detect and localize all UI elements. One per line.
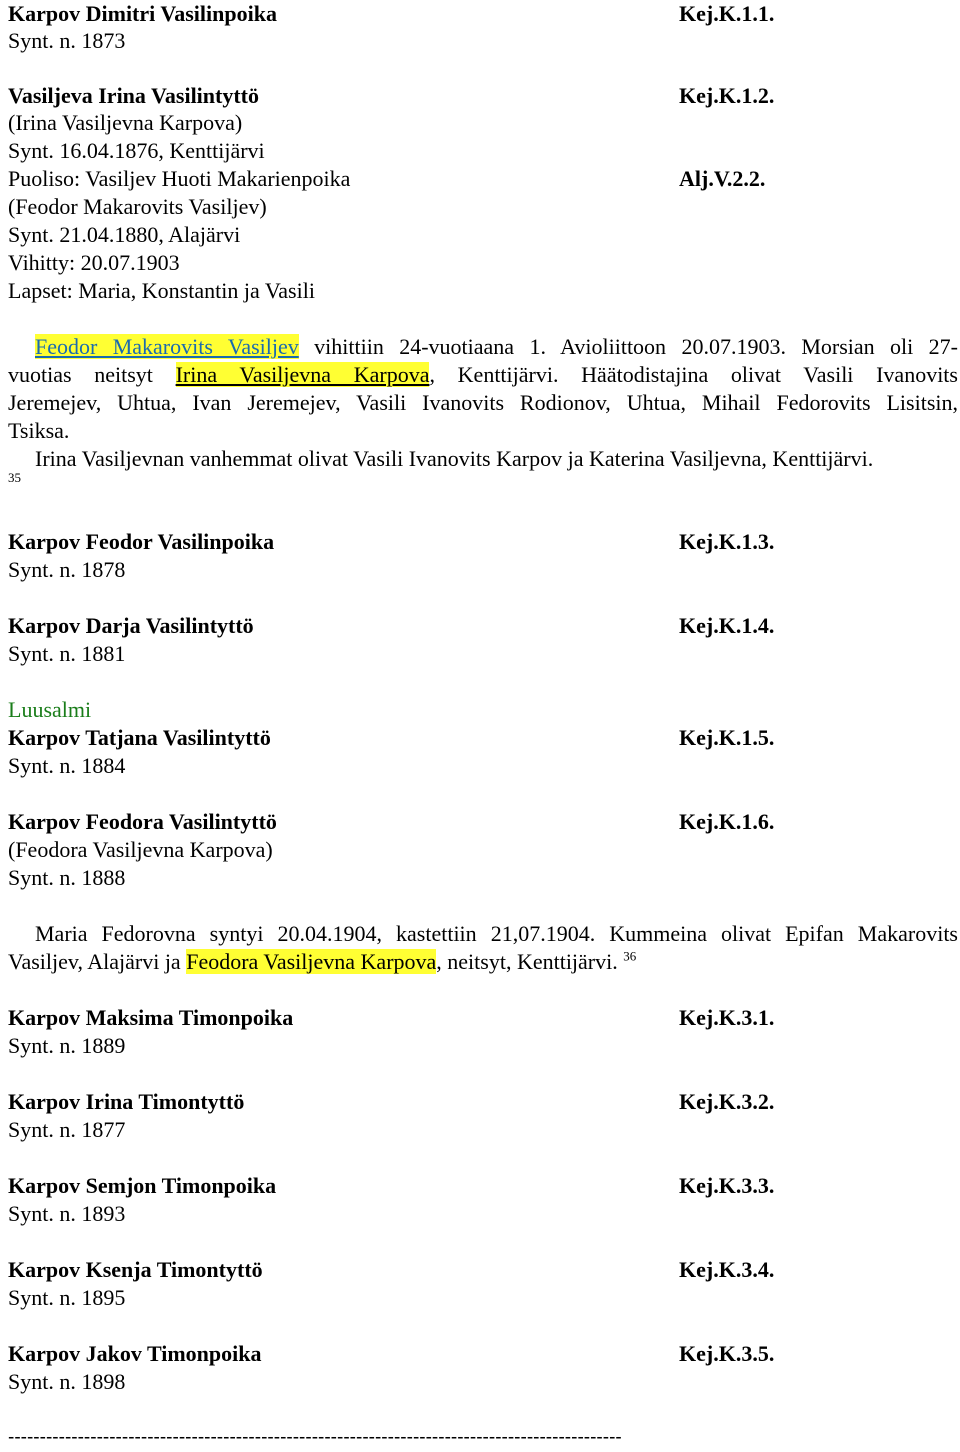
paragraph-line: Tsiksa. xyxy=(8,418,70,443)
marriage-date: Vihitty: 20.07.1903 xyxy=(8,250,180,275)
person-name: Karpov Ksenja Timontyttö xyxy=(8,1257,263,1282)
alternate-name: (Feodora Vasiljevna Karpova) xyxy=(8,837,273,862)
paragraph-line: Jeremejev, Uhtua, Ivan Jeremejev, Vasili Ivanovits Rodionov, Uhtua, Mihail Fedorovits Lisitsin, xyxy=(8,390,958,415)
reference-code: Kej.K.3.4. xyxy=(679,1257,775,1282)
person-name: Karpov Feodora Vasilintyttö xyxy=(8,809,277,834)
paragraph-line: Maria Fedorovna syntyi 20.04.1904, kastettiin 21,07.1904. Kummeina olivat Epifan Makarovits xyxy=(35,921,958,946)
paragraph-line: Irina Vasiljevnan vanhemmat olivat Vasili Ivanovits Karpov ja Katerina Vasiljevna, Kenttijärvi. xyxy=(35,446,874,471)
highlighted-name: Feodora Vasiljevna Karpova xyxy=(186,949,437,974)
paragraph-text: Vasiljev, Alajärvi ja xyxy=(8,949,187,974)
reference-code: Alj.V.2.2. xyxy=(679,166,766,191)
baptism-note-paragraph xyxy=(8,920,958,976)
birth-info: Synt. 16.04.1876, Kenttijärvi xyxy=(8,138,265,163)
reference-code: Kej.K.1.5. xyxy=(679,725,775,750)
paragraph-line xyxy=(8,948,958,976)
person-name: Karpov Darja Vasilintyttö xyxy=(8,613,254,638)
alternate-name: (Feodor Makarovits Vasiljev) xyxy=(8,194,267,219)
marriage-note-paragraph xyxy=(8,333,958,473)
reference-code: Kej.K.1.4. xyxy=(679,613,775,638)
reference-code: Kej.K.3.1. xyxy=(679,1005,775,1030)
children-line: Lapset: Maria, Konstantin ja Vasili xyxy=(8,278,315,303)
reference-code: Kej.K.3.5. xyxy=(679,1341,775,1366)
alternate-name: (Irina Vasiljevna Karpova) xyxy=(8,110,243,135)
footer-divider: ------------------------------------------------------------------------------------------------- xyxy=(8,1427,622,1448)
reference-code: Kej.K.1.3. xyxy=(679,529,775,554)
person-name: Karpov Tatjana Vasilintyttö xyxy=(8,725,271,750)
paragraph-line xyxy=(8,361,958,389)
birth-info: Synt. 21.04.1880, Alajärvi xyxy=(8,222,241,247)
spouse-line: Puoliso: Vasiljev Huoti Makarienpoika xyxy=(8,166,351,191)
paragraph-text: , neitsyt, Kenttijärvi. xyxy=(436,949,624,974)
birth-info: Synt. n. 1893 xyxy=(8,1201,126,1226)
reference-code: Kej.K.1.2. xyxy=(679,83,775,108)
reference-code: Kej.K.3.3. xyxy=(679,1173,775,1198)
paragraph-text: vuotias neitsyt xyxy=(8,362,176,387)
highlighted-name: Feodor Makarovits Vasiljev xyxy=(35,334,299,359)
paragraph-text: vihittiin 24-vuotiaana 1. Avioliittoon 20.07.1903. Morsian oli 27- xyxy=(298,334,958,359)
paragraph-line xyxy=(8,333,958,361)
reference-code: Kej.K.1.1. xyxy=(679,1,775,26)
paragraph-text: , Kenttijärvi. Häätodistajina olivat Vasili Ivanovits xyxy=(429,362,958,387)
birth-info: Synt. n. 1889 xyxy=(8,1033,126,1058)
person-name: Karpov Feodor Vasilinpoika xyxy=(8,529,275,554)
birth-info: Synt. n. 1881 xyxy=(8,641,126,666)
highlighted-name: Irina Vasiljevna Karpova xyxy=(175,362,430,387)
person-name: Karpov Semjon Timonpoika xyxy=(8,1173,277,1198)
footnote-marker: 36 xyxy=(623,948,637,964)
birth-info: Synt. n. 1884 xyxy=(8,753,126,778)
birth-info: Synt. n. 1877 xyxy=(8,1117,126,1142)
reference-code: Kej.K.3.2. xyxy=(679,1089,775,1114)
person-name: Karpov Maksima Timonpoika xyxy=(8,1005,294,1030)
birth-info: Synt. n. 1898 xyxy=(8,1369,126,1394)
footnote-marker: 35 xyxy=(8,470,21,485)
person-name: Karpov Irina Timontyttö xyxy=(8,1089,245,1114)
reference-code: Kej.K.1.6. xyxy=(679,809,775,834)
person-name: Karpov Dimitri Vasilinpoika xyxy=(8,1,277,26)
birth-info: Synt. n. 1895 xyxy=(8,1285,126,1310)
birth-info: Synt. n. 1878 xyxy=(8,557,126,582)
birth-info: Synt. n. 1873 xyxy=(8,28,126,53)
person-name: Karpov Jakov Timonpoika xyxy=(8,1341,262,1366)
place-heading: Luusalmi xyxy=(8,697,92,722)
birth-info: Synt. n. 1888 xyxy=(8,865,126,890)
person-name: Vasiljeva Irina Vasilintyttö xyxy=(8,83,260,108)
